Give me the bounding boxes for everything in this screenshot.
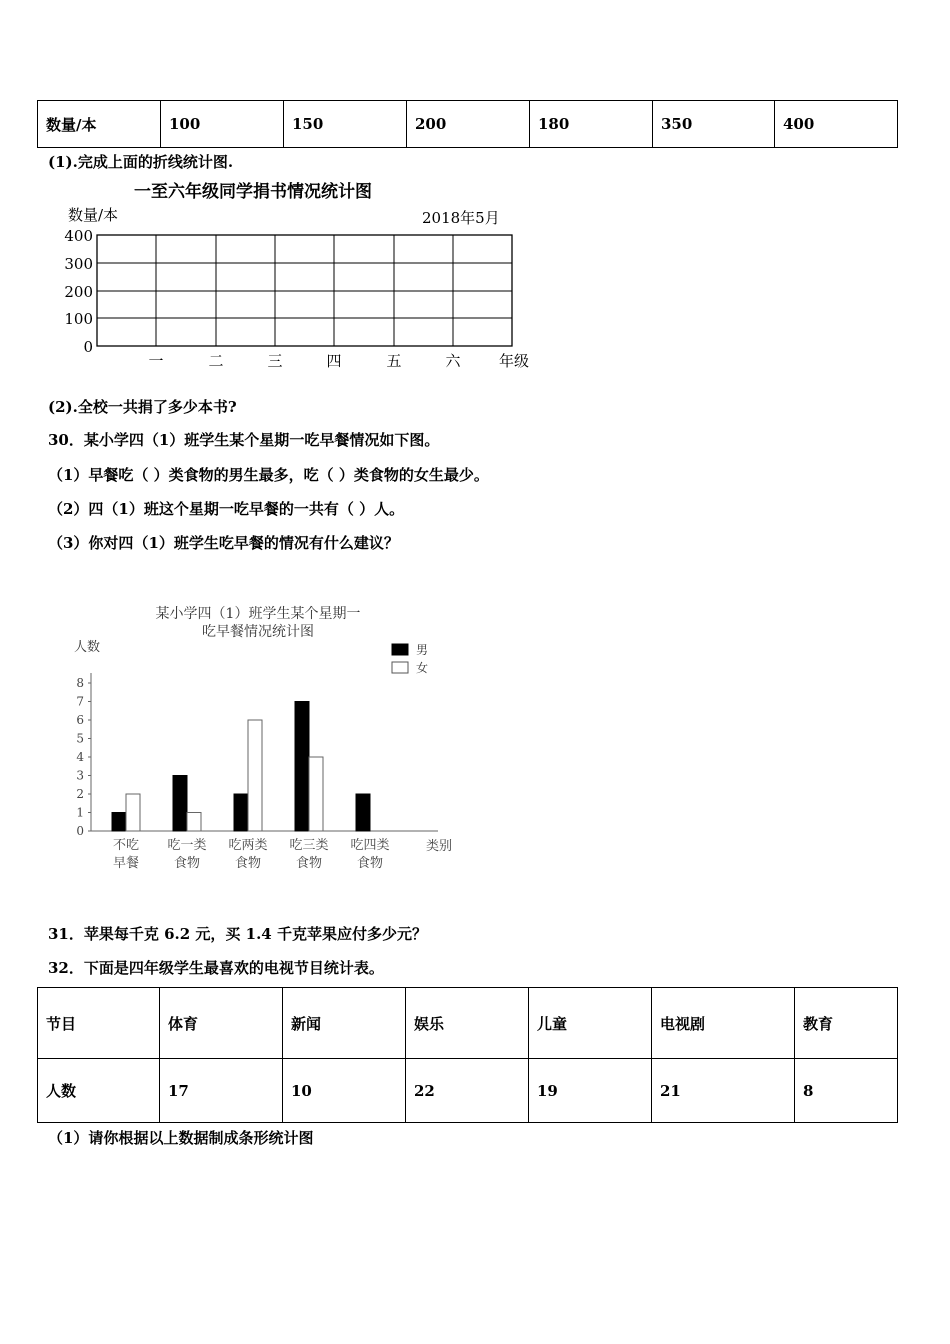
x-tick-label: 吃两类: [228, 838, 268, 853]
legend-label: 女: [416, 661, 429, 675]
y-tick-label: 6: [76, 713, 84, 727]
chart-title-line: 某小学四（1）班学生某个星期一: [155, 606, 361, 622]
bar-male: [173, 776, 187, 832]
chart-title: 一至六年级同学捐书情况统计图: [134, 182, 372, 202]
question-30-title: 30．某小学四（1）班学生某个星期一吃早餐情况如下图。: [48, 431, 440, 449]
x-tick-label: 五: [386, 352, 402, 370]
table-header-cell: 数量/本: [38, 101, 161, 148]
x-tick-label: 食物: [234, 856, 262, 871]
x-tick-label: 四: [326, 352, 342, 370]
bar-female: [309, 757, 323, 831]
question-32-title: 32．下面是四年级学生最喜欢的电视节目统计表。: [48, 959, 384, 977]
table-header-cell: 体育: [160, 988, 283, 1059]
x-tick-label: 食物: [356, 856, 384, 871]
y-tick-label: 0: [76, 824, 84, 838]
x-tick-label: 吃一类: [167, 838, 207, 853]
x-tick-label: 一: [148, 352, 164, 370]
table-cell: 17: [160, 1059, 283, 1123]
question-29-part2: (2).全校一共捐了多少本书?: [48, 398, 237, 416]
y-tick-label: 2: [76, 787, 84, 801]
x-tick-labels: [113, 837, 390, 871]
table-header-cell: 儿童: [529, 988, 652, 1059]
question-29-part1: (1).完成上面的折线统计图.: [48, 153, 234, 171]
chart-grid: [97, 235, 512, 346]
x-tick-label: 吃三类: [289, 838, 329, 853]
donation-table: [37, 100, 898, 148]
donation-line-chart: [50, 176, 550, 376]
table-header-cell: 新闻: [283, 988, 406, 1059]
table-header-cell: 教育: [795, 988, 898, 1059]
table-cell: 150: [284, 101, 407, 148]
y-tick-label: 400: [64, 227, 93, 245]
x-tick-label: 三: [267, 352, 283, 370]
x-tick-label: 二: [208, 352, 224, 370]
chart-date: 2018年5月: [422, 209, 500, 227]
y-ticks: [76, 676, 91, 838]
chart-y-axis-label: 人数: [74, 640, 101, 655]
x-tick-label: 食物: [173, 856, 201, 871]
x-axis-label: 年级: [498, 352, 530, 370]
y-tick-label: 200: [64, 283, 93, 301]
bar-male: [234, 794, 248, 831]
y-tick-label: 8: [76, 676, 84, 690]
x-tick-label: 不吃: [112, 838, 140, 853]
question-30-part2: （2）四（1）班这个星期一吃早餐的一共有（ ）人。: [48, 500, 405, 518]
table-row: [38, 1059, 898, 1123]
x-tick-label: 吃四类: [350, 838, 390, 853]
table-cell: 人数: [38, 1059, 160, 1123]
bars: [112, 702, 370, 832]
x-axis-label: 类别: [426, 839, 453, 854]
table-cell: 350: [653, 101, 775, 148]
y-tick-label: 3: [76, 768, 84, 783]
y-tick-label: 4: [76, 750, 84, 764]
legend-swatch-male: [392, 644, 408, 655]
table-header-cell: 娱乐: [406, 988, 529, 1059]
x-tick-label: 早餐: [112, 856, 140, 871]
table-cell: 19: [529, 1059, 652, 1123]
table-header-cell: 电视剧: [652, 988, 795, 1059]
chart-y-axis-label: 数量/本: [68, 206, 119, 224]
y-tick-label: 1: [76, 805, 84, 820]
table-header-cell: 节目: [38, 988, 160, 1059]
question-30-part1: （1）早餐吃（ ）类食物的男生最多，吃（ ）类食物的女生最少。: [48, 466, 489, 484]
table-row: [38, 988, 898, 1059]
question-32-part1: （1）请你根据以上数据制成条形统计图: [48, 1129, 314, 1147]
question-31: 31．苹果每千克 6.2 元，买 1.4 千克苹果应付多少元？: [48, 925, 427, 943]
table-cell: 8: [795, 1059, 898, 1123]
y-tick-label: 0: [83, 338, 93, 356]
table-row: [38, 101, 898, 148]
bar-male: [295, 702, 309, 832]
bar-female: [187, 813, 201, 832]
x-tick-label: 六: [445, 352, 461, 370]
y-tick-label: 5: [76, 731, 84, 746]
question-30-part3: （3）你对四（1）班学生吃早餐的情况有什么建议？: [48, 534, 399, 552]
table-cell: 200: [407, 101, 530, 148]
table-cell: 21: [652, 1059, 795, 1123]
bar-male: [112, 813, 126, 832]
y-tick-label: 300: [64, 255, 93, 273]
table-cell: 100: [161, 101, 284, 148]
breakfast-bar-chart: [60, 595, 460, 885]
table-cell: 22: [406, 1059, 529, 1123]
legend-label: 男: [416, 643, 429, 657]
tv-program-table: [37, 987, 898, 1123]
bar-female: [248, 720, 262, 831]
table-cell: 10: [283, 1059, 406, 1123]
x-tick-label: 食物: [295, 856, 323, 871]
table-cell: 400: [775, 101, 898, 148]
bar-female: [126, 794, 140, 831]
bar-male: [356, 794, 370, 831]
table-cell: 180: [530, 101, 653, 148]
chart-title-line: 吃早餐情况统计图: [202, 624, 314, 640]
y-tick-label: 100: [64, 310, 93, 328]
legend-swatch-female: [392, 662, 408, 673]
y-tick-label: 7: [76, 694, 84, 709]
